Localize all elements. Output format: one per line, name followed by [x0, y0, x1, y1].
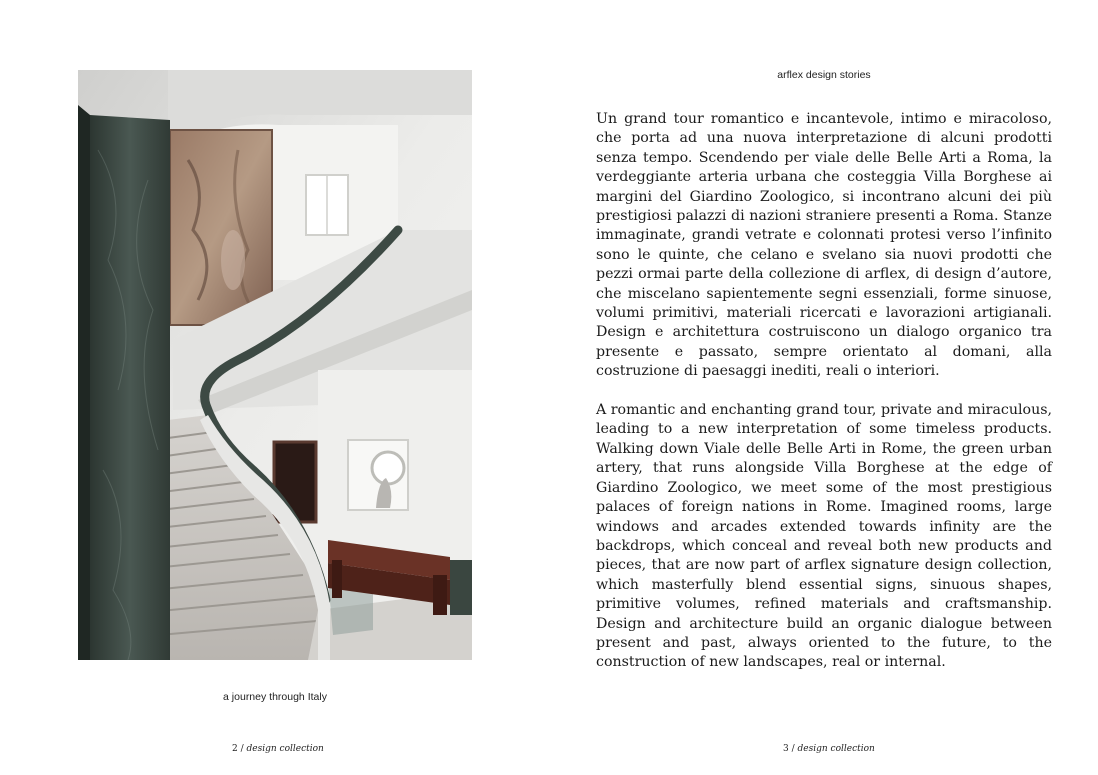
running-head: arflex design stories [777, 69, 871, 81]
paragraph-english: A romantic and enchanting grand tour, private and miraculous, leading to a new interpretation of some timeless products. Walking down Viale delle Belle Arti in Rome, the green urban artery, that runs alongside Villa Borghese at the edge of Giardino Zoologico, we meet some of the most prestigious palaces of foreign nations in Rome. Imagined rooms, large windows and arcades extended towards infinity are the backdrops, which conceal and reveal both new products and pieces, that are now part of arflex signature design collection, which masterfully blend essential signs, sinuous shapes, primitive volumes, refined materials and craftsmanship. Design and architecture build an organic dialogue between present and past, always oriented to the future, to the construction of new landscapes, real or internal. [596, 402, 1052, 671]
left-page-number: 2 [232, 744, 238, 754]
right-section-label: design collection [797, 744, 875, 754]
left-section-label: design collection [246, 744, 324, 754]
staircase-illustration [78, 70, 472, 660]
staircase-photo [78, 70, 472, 660]
photo-caption: a journey through Italy [223, 691, 327, 703]
left-folio-separator: / [240, 744, 244, 754]
right-page-folio [783, 744, 875, 754]
left-page-folio [232, 744, 324, 754]
article-body [596, 110, 1052, 692]
paragraph-italian: Un grand tour romantico e incantevole, intimo e miracoloso, che porta ad una nuova interpretazione di alcuni prodotti senza tempo. Scendendo per viale delle Belle Arti a Roma, la verdeggiante arteria urbana che costeggia Villa Borghese ai margini del Giardino Zoologico, si incontrano alcuni dei più prestigiosi palazzi di nazioni straniere presenti a Roma. Stanze immaginate, grandi vetrate e colonnati protesi verso l’infinito sono le quinte, che celano e svelano sia nuovi prodotti che pezzi ormai parte della collezione di arflex, di design d’autore, che miscelano sapientemente segni essenziali, forme sinuose, volumi primitivi, materiali ricercati e lavorazioni artigianali. Design e architettura costruiscono un dialogo organico tra presente e passato, sempre orientato al domani, alla costruzione di paesaggi inediti, reali o interiori. [596, 111, 1052, 380]
right-page-number: 3 [783, 744, 789, 754]
right-folio-separator: / [791, 744, 795, 754]
